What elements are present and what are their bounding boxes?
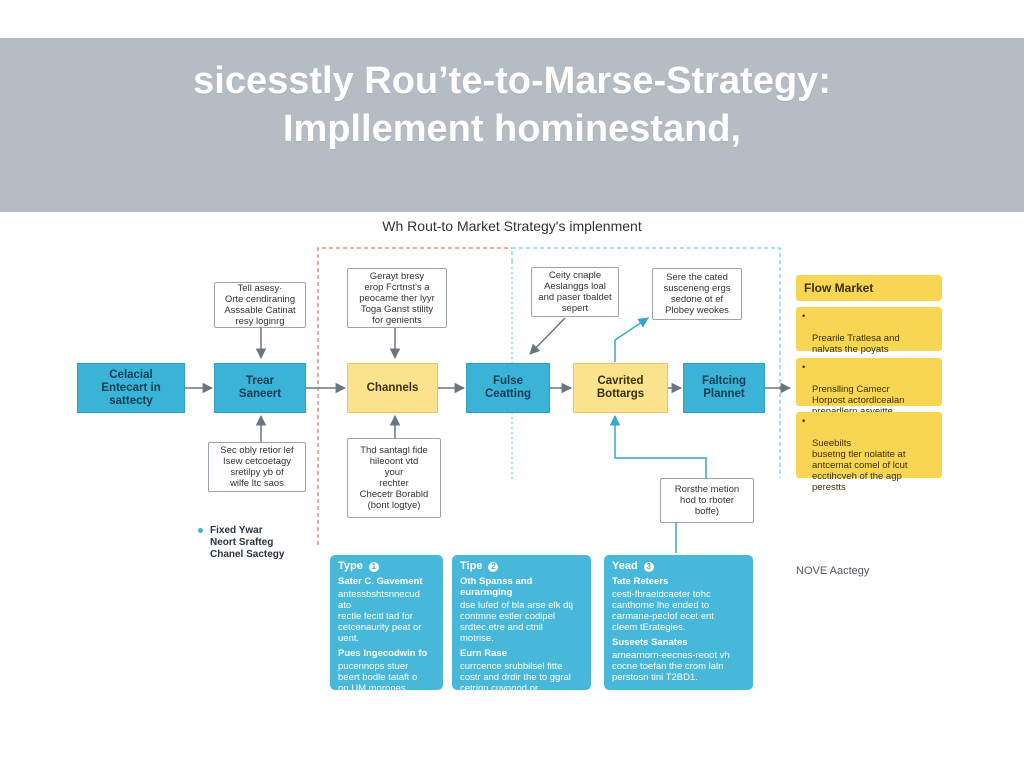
card-3-title: Tate Reteers <box>612 576 669 587</box>
page-title-line-2: Impllement hominestand, <box>282 108 742 150</box>
flow-start-box[interactable]: Celacial Entecart in sattecty <box>77 363 185 413</box>
bullet-icon: • <box>802 416 806 427</box>
side-panel-header-label: Flow Market <box>804 280 874 295</box>
info-card-3[interactable] <box>604 555 753 690</box>
note-box-5: Sec obly retior lef Isew cetcoetagy sretilpy yb of wilfe ltc saos <box>208 442 306 492</box>
page-title-line-1: sicesstly Rou’te-to-Marse-Strategy: <box>193 60 831 102</box>
note-box-2: Gerayt bresy erop Fcrtnst's a peocame ther lyyr Toga Ganst stility for genients <box>347 268 447 328</box>
card-3-sub: Suseets Sanates <box>612 637 688 648</box>
info-card-2[interactable] <box>452 555 591 705</box>
card-1-title: Sater C. Gavement <box>338 576 423 587</box>
card-1-sub: Pues Ingecodwin fo <box>338 648 428 659</box>
diagram-subtitle: Wh Rout-to Market Strategy's implenment <box>382 218 642 234</box>
side-panel-item-1 <box>796 307 942 355</box>
side-panel-header <box>796 275 942 301</box>
note-box-7: Rorsthe metion hod to rboter boffe) <box>660 478 754 523</box>
side-panel-item-3 <box>796 412 942 493</box>
card-2-body: dse lufed of bla arse elk dtj contmne estler codipel srdtec.etre and ctnil motrise. <box>460 600 574 644</box>
side-panel-item-2-text: Prenslling Camecr Horpost actordlcealan <box>812 384 905 406</box>
card-2-head: Tipe <box>460 560 483 572</box>
note-box-1: Tell asesy· Orte cendiraning Asssable Catinat resy loginrg <box>214 282 306 328</box>
card-1-body: antessbshtsnnecud ato rectle fecitl tad for cetcenaurity peat or uent. <box>338 589 422 644</box>
card-3-body: cesti-fbraeldcaeter tohc canthorne lhe ended to carmane-peclof ecet ent cleem tErategies. <box>612 589 714 633</box>
note-box-3: Ceity cnaple Aeslanggs loal and paser tbaldet sepert <box>531 267 619 317</box>
info-card-1[interactable] <box>330 555 443 694</box>
brand-label: NOVE Aactegy <box>796 565 870 577</box>
arrow-note7-step4 <box>615 416 706 478</box>
side-panel-item-2 <box>796 358 942 406</box>
side-panel-item-3-text: Sueebilts busetng tler nolatite at antcernat comel of lcut ecctihcveh of the agp perestts <box>812 438 908 493</box>
card-2-title: Oth Spanss and eurarmging <box>460 576 533 598</box>
info-badge-icon: 1 <box>369 562 379 572</box>
info-badge-icon: 2 <box>488 562 498 572</box>
flow-step4-box[interactable]: Cavrited Bottargs <box>573 363 668 413</box>
arrow-note3 <box>530 318 565 354</box>
flow-step1-box[interactable]: Trear Saneert <box>214 363 306 413</box>
card-3-head: Yead <box>612 560 638 572</box>
card-2-sub-body: currcence srubbilsel fitte costr and drdir the to ggral cetrign cuvogod or nonitae. <box>460 661 571 705</box>
bullet-icon: • <box>802 362 806 373</box>
arrow-step4-note4 <box>615 318 648 362</box>
bullet-icon: • <box>802 311 806 322</box>
card-1-sub-body: pucennops stuer beert bodle tataft o on UM morones... <box>338 661 418 694</box>
flow-channels-box[interactable]: Channels <box>347 363 438 413</box>
card-1-head: Type <box>338 560 363 572</box>
legend-text: Fixed Ywar Neort Srafteg Chanel Sactegy <box>210 525 285 560</box>
card-2-sub: Eurn Rase <box>460 648 507 659</box>
flow-step5-box[interactable]: Faltcing Plannet <box>683 363 765 413</box>
info-badge-icon: 3 <box>644 562 654 572</box>
note-box-4: Sere the cated susceneng ergs sedone ot ef Plobey weokes <box>652 268 742 320</box>
card-3-sub-body: arnearnorn-eecnes-reoot vh cocne toefan the crom laln perstosn tini T2BD1. <box>612 650 730 683</box>
flow-step3-box[interactable]: Fulse Ceatting <box>466 363 550 413</box>
note-box-6: Thd santagl fide hileoont vtd your rechter Checetr Borabld (bont logtye) <box>347 438 441 518</box>
side-panel-item-1-text: Prearile Tratlesa and nalvats the poyats <box>812 333 900 355</box>
